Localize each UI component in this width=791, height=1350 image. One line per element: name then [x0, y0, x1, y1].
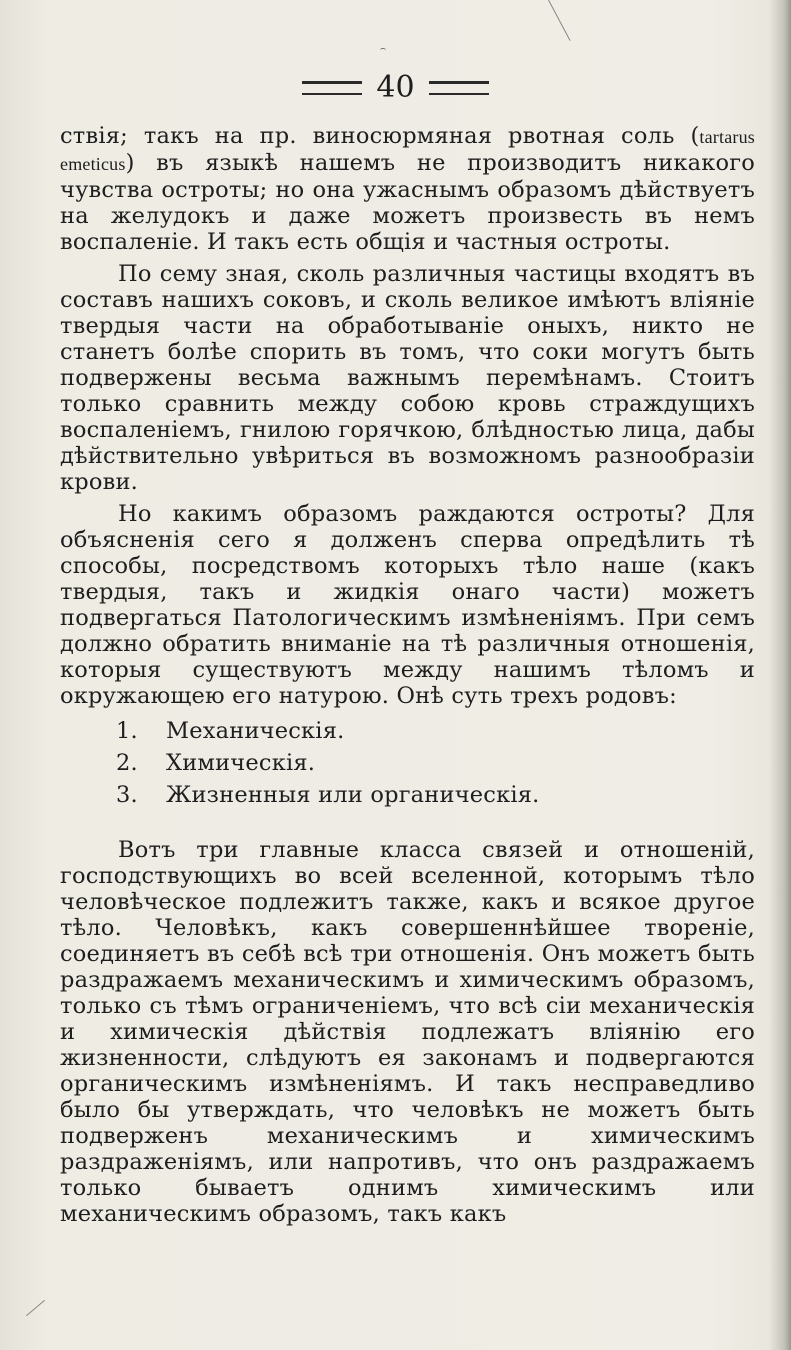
- paragraph: Вотъ три главные класса связей и отношеній, господствующихъ во всей вселенной, которымъ тѣло человѣческое подлежитъ также, какъ и всякое другое тѣло. Человѣкъ, какъ совершеннѣйшее твореніе, соединяетъ въ себѣ всѣ три отношенія. Онъ можетъ быть раздражаемъ механическимъ и химическимъ образомъ, только съ тѣмъ ограниченіемъ, что всѣ сіи механическія и химическія дѣйствія подлежатъ вліянію его жизненности, слѣдуютъ ея законамъ и подвергаются органическимъ измѣненіямъ. И такъ несправедливо было бы утверждать, что человѣкъ не можетъ быть подверженъ механическимъ и химическимъ раздраженіямъ, или напротивъ, что онъ раздражаемъ только бываетъ однимъ химическимъ или механическимъ образомъ, такъ какъ: [60, 837, 755, 1227]
- page-number: 40: [376, 70, 415, 105]
- paragraph-text: ) въ языкѣ нашемъ не производитъ никакого чувства остроты; но она ужаснымъ образомъ дѣйствуетъ на желудокъ и даже можетъ произвесть въ немъ воспаленіе. И такъ есть общія и частныя остроты.: [60, 150, 755, 255]
- list-item: [116, 715, 755, 747]
- paper-scratch: [26, 1300, 45, 1316]
- paragraph: По сему зная, сколь различныя частицы входятъ въ составъ нашихъ соковъ, и сколь великое имѣютъ вліяніе твердыя части на обработываніе оныхъ, никто не станетъ болѣе спорить въ томъ, что соки могутъ быть подвержены весьма важнымъ перемѣнамъ. Стоитъ только сравнить между собою кровь страждущихъ воспаленіемъ, гнилою горячкою, блѣдностью лица, дабы дѣйствительно увѣриться въ возможномъ разнообразіи крови.: [60, 261, 755, 495]
- paragraph: Но какимъ образомъ раждаются остроты? Для объясненія сего я долженъ сперва опредѣлить тѣ способы, посредствомъ которыхъ тѣло наше (какъ твердыя, такъ и жидкія онаго части) можетъ подвергаться Патологическимъ измѣненіямъ. При семъ должно обратить вниманіе на тѣ различныя отношенія, которыя существуютъ между нашимъ тѣломъ и окружающею его натурою. Онѣ суть трехъ родовъ:: [60, 501, 755, 709]
- relations-list: [60, 715, 755, 811]
- header-rule-left: [302, 81, 362, 95]
- body-text: [60, 123, 755, 1227]
- latin-term: tartarus emeticus: [60, 127, 755, 174]
- paragraph: [60, 123, 755, 255]
- list-item: [116, 747, 755, 779]
- list-number: 3.: [116, 782, 138, 808]
- page-header: [0, 68, 791, 108]
- list-text: Химическія.: [166, 750, 316, 776]
- list-number: 2.: [116, 750, 138, 776]
- list-text: Механическія.: [166, 718, 345, 744]
- list-item: [116, 779, 755, 811]
- paper-mark: [380, 48, 386, 53]
- paper-scratch: [548, 0, 570, 41]
- spine-shadow: [769, 0, 791, 1350]
- header-rule-right: [429, 81, 489, 95]
- list-text: Жизненныя или органическія.: [166, 782, 540, 808]
- paragraph-text: ствія; такъ на пр. виносюрмяная рвотная соль (: [60, 123, 700, 149]
- list-number: 1.: [116, 718, 138, 744]
